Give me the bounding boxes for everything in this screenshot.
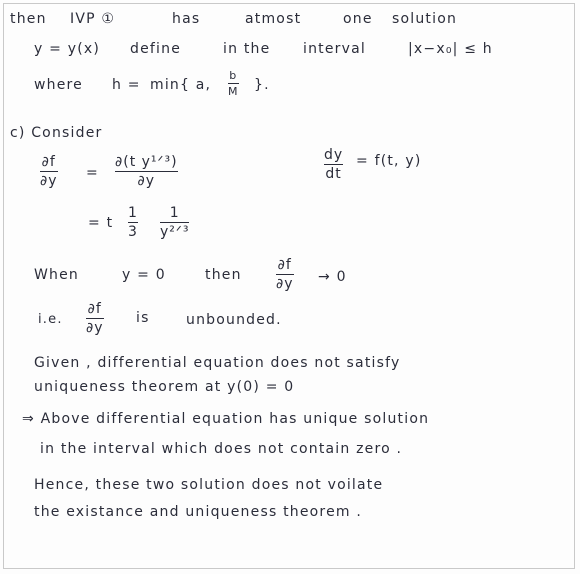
text-equals-f-t-y: = f(t, y) [356,153,422,169]
fraction-d-ty13-dy: ∂(t y¹ᐟ³) ∂y [115,154,178,189]
text-then-2: then [205,267,242,283]
text-atmost: atmost [245,11,302,27]
text-one: one [343,11,373,27]
text-hence-line: Hence, these two solution does not voilate [34,477,384,493]
text-in-the: in the [223,41,271,57]
fraction-df-dy-2: ∂f ∂y [276,257,294,292]
text-interval-condition: |x−x₀| ≤ h [408,41,493,57]
text-define: define [130,41,182,57]
text-ivp: IVP ① [70,11,116,27]
frac-b: b [229,69,238,82]
text-equals-t: = t [88,215,114,231]
text-min: min{ a, [150,77,212,93]
text-is: is [136,310,150,326]
text-y-equals-0: y = 0 [122,267,166,283]
fraction-dy-dt: dy dt [324,147,344,182]
text-interval: interval [303,41,366,57]
text-ie: i.e. [38,312,63,327]
fraction-b-over-m [228,70,239,97]
fraction-df-dy-3: ∂f ∂y [86,301,104,336]
fraction-one-over-y23: 1 y²ᐟ³ [160,205,190,240]
text-close-brace: }. [254,77,270,93]
text-unbounded: unbounded. [186,312,282,328]
text-uniqueness-line: uniqueness theorem at y(0) = 0 [34,379,295,395]
text-solution: solution [392,11,458,27]
section-c-label: c) Consider [10,125,103,141]
text-where: where [34,77,83,93]
text-given-line: Given , differential equation does not satisfy [34,355,401,371]
text-above-line: ⇒ Above differential equation has unique solution [22,411,430,427]
text-h-equals: h = [112,77,141,93]
text-when: When [34,267,80,283]
fraction-df-dy: ∂f ∂y [40,154,58,189]
text-has: has [172,11,201,27]
fraction-one-third: 1 3 [128,205,138,240]
text-existance-line: the existance and uniqueness theorem . [34,504,363,520]
text-arrow-zero: → 0 [318,269,347,285]
text-then: then [10,11,47,27]
text-y-equals-yx: y = y(x) [34,41,101,57]
frac-m: M [228,85,239,98]
text-interval-line: in the interval which does not contain zero . [40,441,403,457]
equals-sign: = [86,165,99,181]
